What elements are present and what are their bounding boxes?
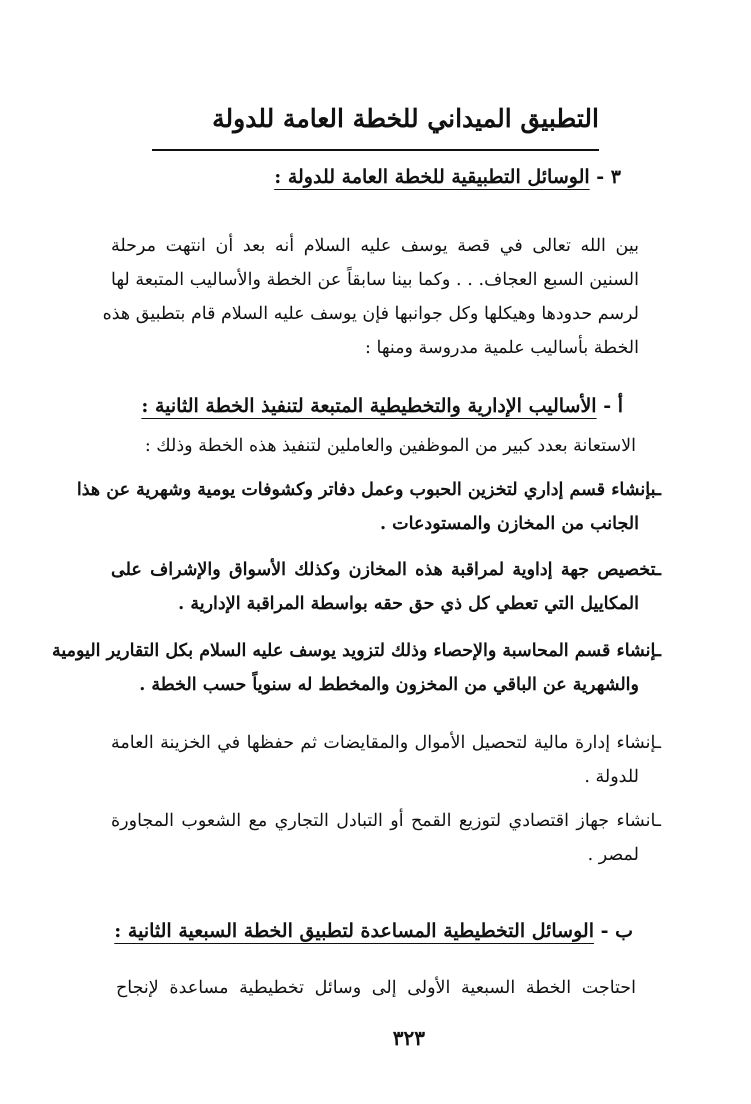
bullet-5-text: انشاء جهاز اقتصادي لتوزيع القمح أو التبادل التجاري مع الشعوب المجاورة xyxy=(111,811,656,831)
intro-line-2: السنين السبع العجاف. . . وكما بينا سابقاً عن الخطة والأساليب المتبعة لها xyxy=(111,270,639,290)
bullet-2-text: تخصيص جهة إداوية لمراقبة هذه المخازن وكذلك الأسواق والإشراف على xyxy=(111,560,656,580)
bullet-3-line-2: والشهرية عن الباقي من المخزون والمخطط له سنوياً حسب الخطة . xyxy=(139,675,639,695)
bullet-5-line-2: لمصر . xyxy=(587,845,639,865)
subsection-b-heading xyxy=(114,920,633,942)
subsection-a-intro: الاستعانة بعدد كبير من الموظفين والعاملين لتنفيذ هذه الخطة وذلك : xyxy=(144,436,636,456)
subsection-b-title: الوسائل التخطيطية المساعدة لتطبيق الخطة السبعية الثانية : xyxy=(114,920,594,942)
bullet-3-text: إنشاء قسم المحاسبة والإحصاء وذلك لتزويد يوسف عليه السلام بكل التقارير اليومية xyxy=(51,641,656,661)
section-3-title: الوسائل التطبيقية للخطة العامة للدولة : xyxy=(274,166,590,188)
subsection-a-heading xyxy=(141,395,623,417)
bullet-1-dash: ـ xyxy=(655,480,661,500)
bullet-1-text: بإنشاء قسم إداري لتخزين الحبوب وعمل دفاتر وكشوفات يومية وشهرية عن هذا xyxy=(76,480,656,500)
bullet-4-line-2: للدولة . xyxy=(584,767,639,787)
page-title: التطبيق الميداني للخطة العامة للدولة xyxy=(212,104,599,133)
page-number: ٣٢٣ xyxy=(392,1026,425,1050)
bullet-1-line-2: الجانب من المخازن والمستودعات . xyxy=(379,514,639,534)
bullet-4-line-1 xyxy=(111,733,661,753)
bullet-2-line-1 xyxy=(111,560,661,580)
bullet-3-dash: ـ xyxy=(655,641,661,661)
bullet-4-dash: ـ xyxy=(655,733,661,753)
intro-line-3: لرسم حدودها وهيكلها وكل جوانبها فإن يوسف عليه السلام قام بتطبيق هذه xyxy=(102,304,639,324)
bullet-3-line-1 xyxy=(51,641,661,661)
bullet-2-line-2: المكاييل التي تعطي كل ذي حق حقه بواسطة المراقبة الإدارية . xyxy=(178,594,639,614)
intro-line-1: بين الله تعالى في قصة يوسف عليه السلام أنه بعد أن انتهت مرحلة xyxy=(111,236,639,256)
subsection-a-title: الأساليب الإدارية والتخطيطية المتبعة لتنفيذ الخطة الثانية : xyxy=(141,395,597,417)
bullet-4-text: إنشاء إدارة مالية لتحصيل الأموال والمقايضات ثم حفظها في الخزينة العامة xyxy=(111,733,656,753)
bullet-2-dash: ـ xyxy=(655,560,661,580)
section-3-number: ٣ - xyxy=(596,166,621,188)
section-3-heading xyxy=(274,166,621,188)
intro-line-4: الخطة بأساليب علمية مدروسة ومنها : xyxy=(365,338,639,358)
subsection-b-letter: ب - xyxy=(600,920,633,942)
bullet-1-line-1 xyxy=(76,480,661,500)
bullet-5-dash: ـ xyxy=(655,811,661,831)
bullet-5-line-1 xyxy=(111,811,661,831)
subsection-a-letter: أ - xyxy=(603,395,623,417)
subsection-b-line: احتاجت الخطة السبعية الأولى إلى وسائل تخطيطية مساعدة لإنجاح xyxy=(116,978,636,998)
title-underline xyxy=(152,149,599,151)
